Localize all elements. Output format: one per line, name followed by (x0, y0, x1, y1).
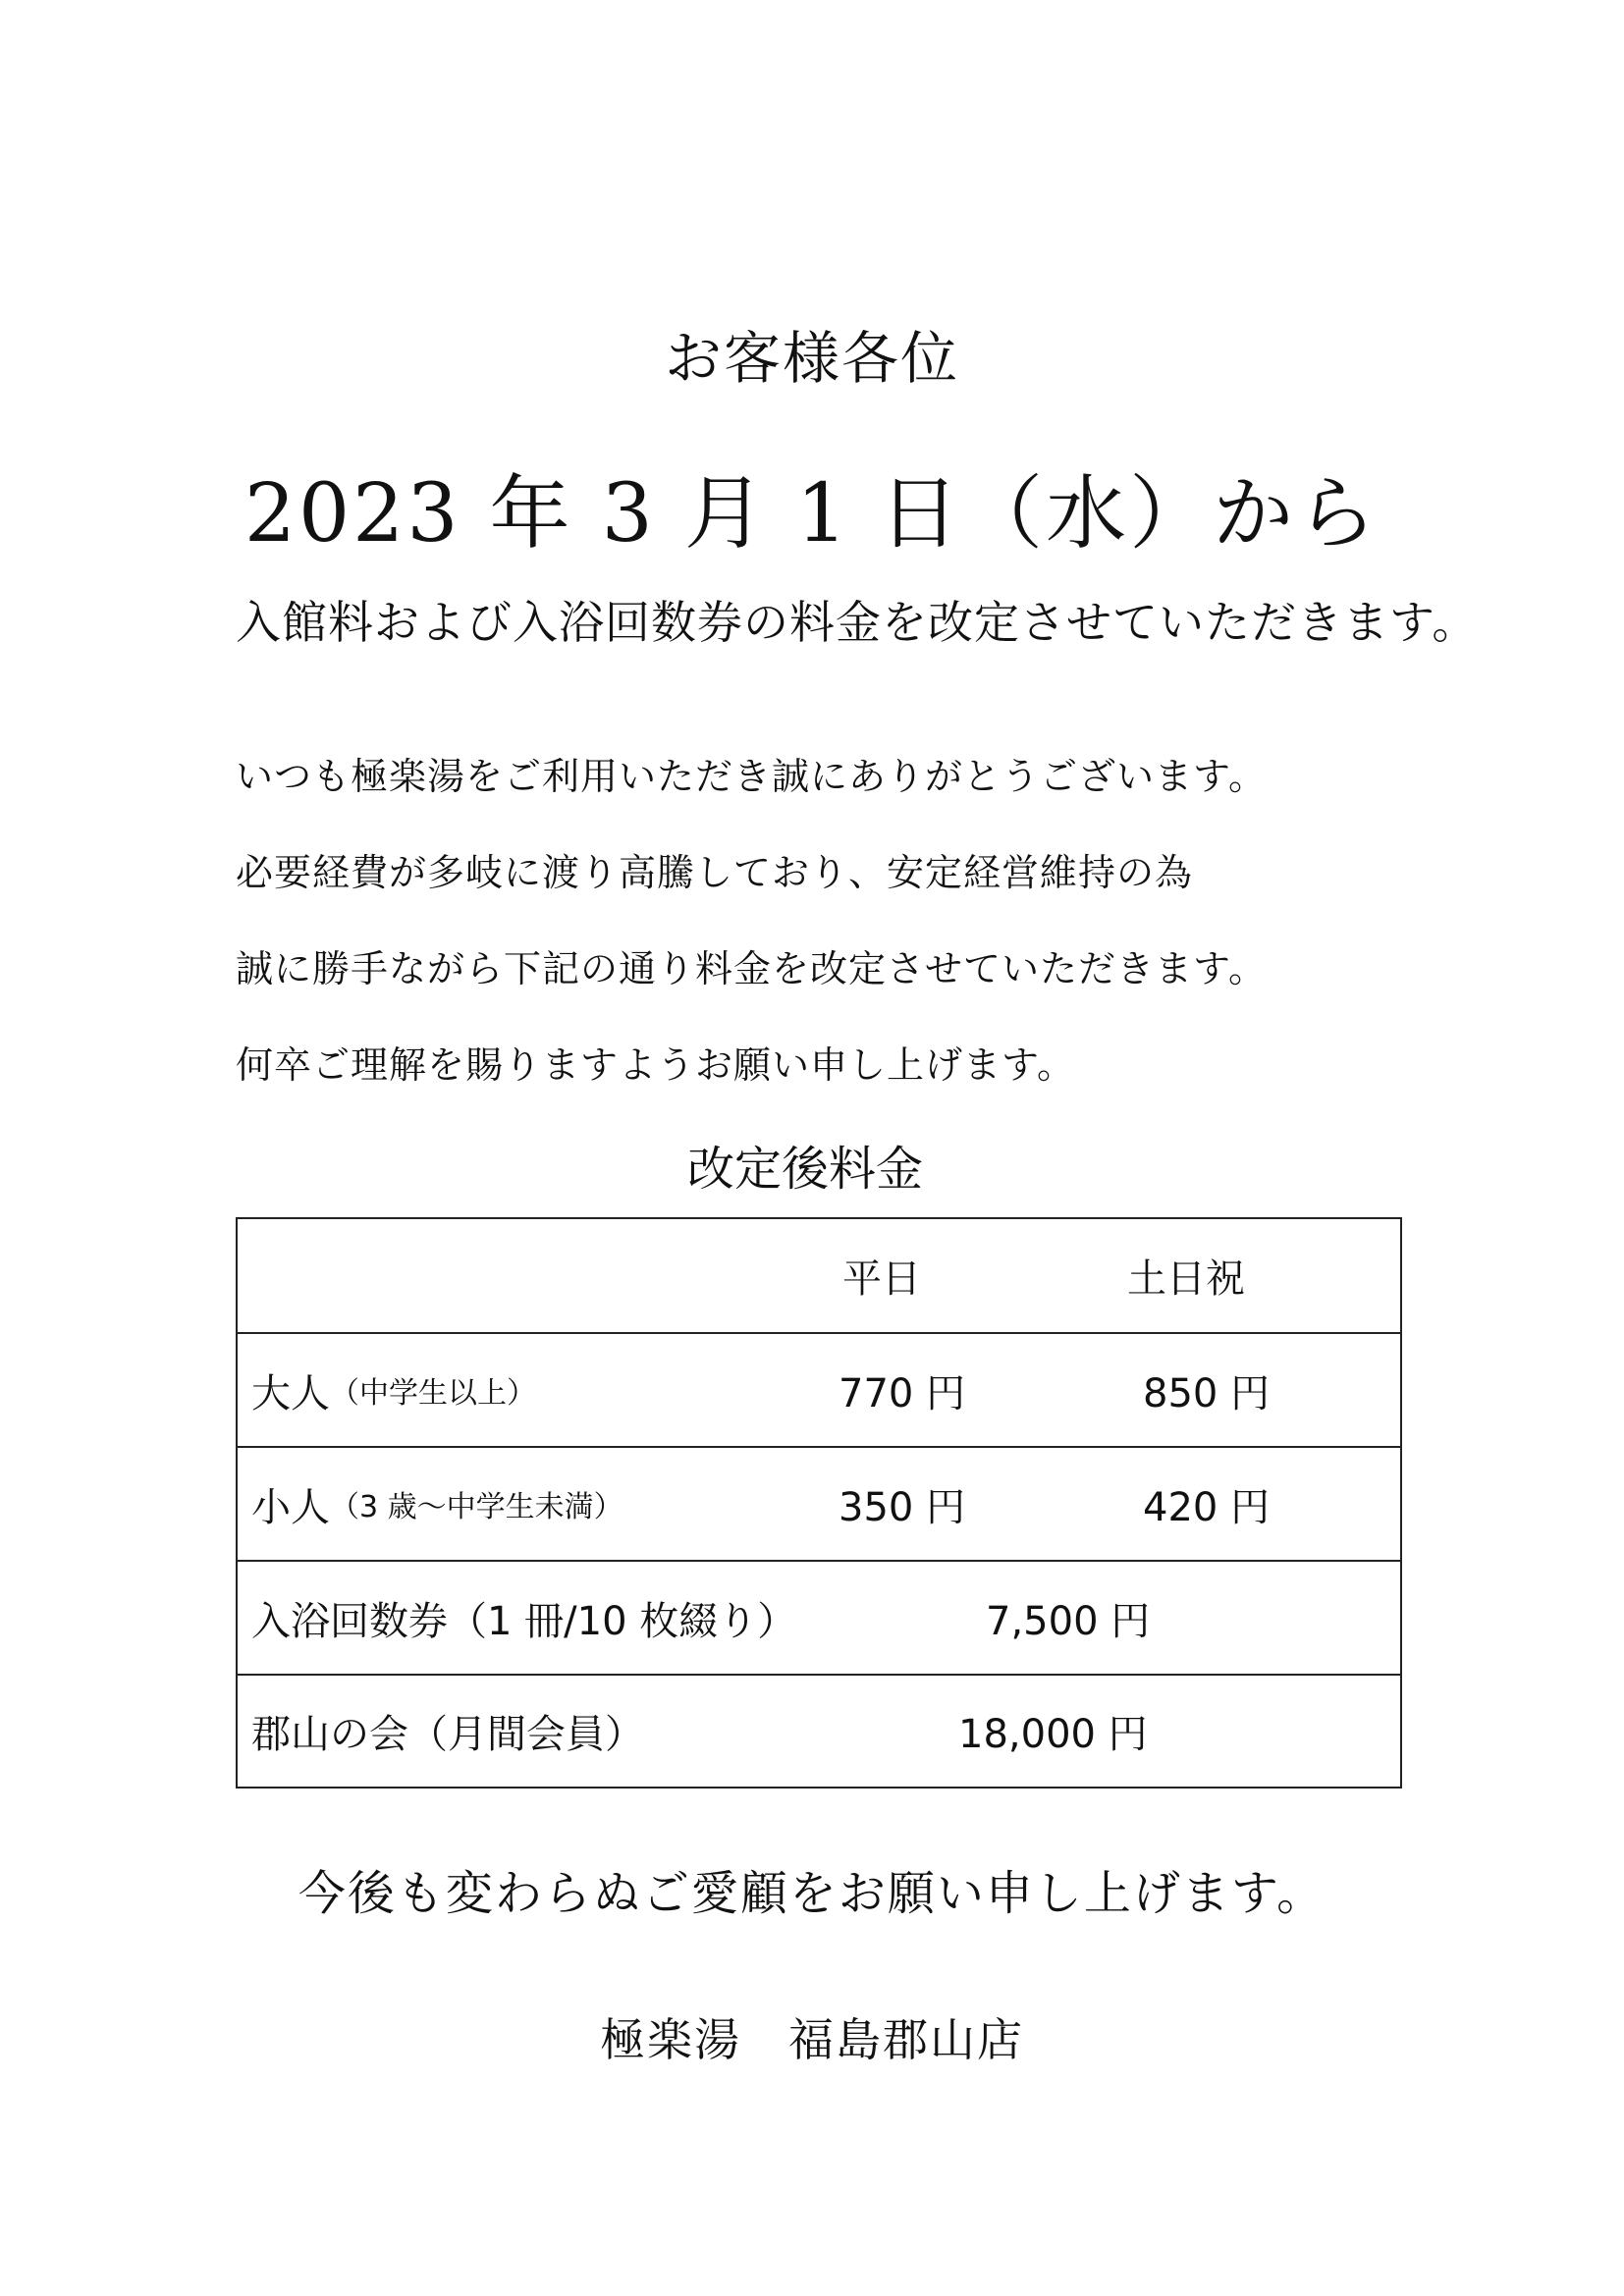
row-label (251, 1334, 536, 1446)
price-table (236, 1217, 1402, 1789)
price-weekday: 770 円 (839, 1370, 966, 1416)
table-title: 改定後料金 (686, 1142, 923, 1197)
row-label-sub: （中学生以上） (330, 1376, 536, 1411)
price-weekend: 420 円 (1143, 1484, 1271, 1530)
row-label (251, 1448, 623, 1560)
table-row (238, 1334, 1400, 1448)
price-weekend: 850 円 (1143, 1370, 1271, 1416)
price-flat: 18,000 円 (958, 1712, 1148, 1757)
table-header-row (238, 1219, 1400, 1334)
body-line-4: 何卒ご理解を賜りますようお願い申し上げます。 (236, 1043, 1075, 1087)
body-line-2: 必要経費が多岐に渡り高騰しており、安定経営維持の為 (236, 851, 1194, 894)
store-name: 極楽湯 福島郡山店 (600, 2013, 1024, 2066)
body-line-3: 誠に勝手ながら下記の通り料金を改定させていただきます。 (236, 947, 1267, 990)
price-flat: 7,500 円 (986, 1598, 1151, 1644)
headline: 入館料および入浴回数券の料金を改定させていただきます。 (236, 596, 1479, 649)
table-row (238, 1676, 1400, 1787)
row-label-sub: （3 歳～中学生未満） (330, 1490, 623, 1524)
row-label-main: 大人 (251, 1370, 330, 1416)
salutation: お客様各位 (664, 325, 959, 392)
effective-date: 2023 年 3 月 1 日（水）から (244, 467, 1380, 561)
table-row (238, 1448, 1400, 1562)
row-label: 郡山の会（月間会員） (251, 1712, 644, 1757)
header-weekend: 土日祝 (1127, 1256, 1245, 1302)
body-line-1: いつも極楽湯をご利用いただき誠にありがとうございます。 (236, 755, 1267, 798)
row-label-main: 小人 (251, 1484, 330, 1530)
header-weekday: 平日 (842, 1256, 921, 1302)
closing-message: 今後も変わらぬご愛顧をお願い申し上げます。 (298, 1866, 1326, 1921)
row-label: 入浴回数券（1 冊/10 枚綴り） (251, 1598, 797, 1644)
table-row (238, 1562, 1400, 1676)
price-weekday: 350 円 (839, 1484, 966, 1530)
